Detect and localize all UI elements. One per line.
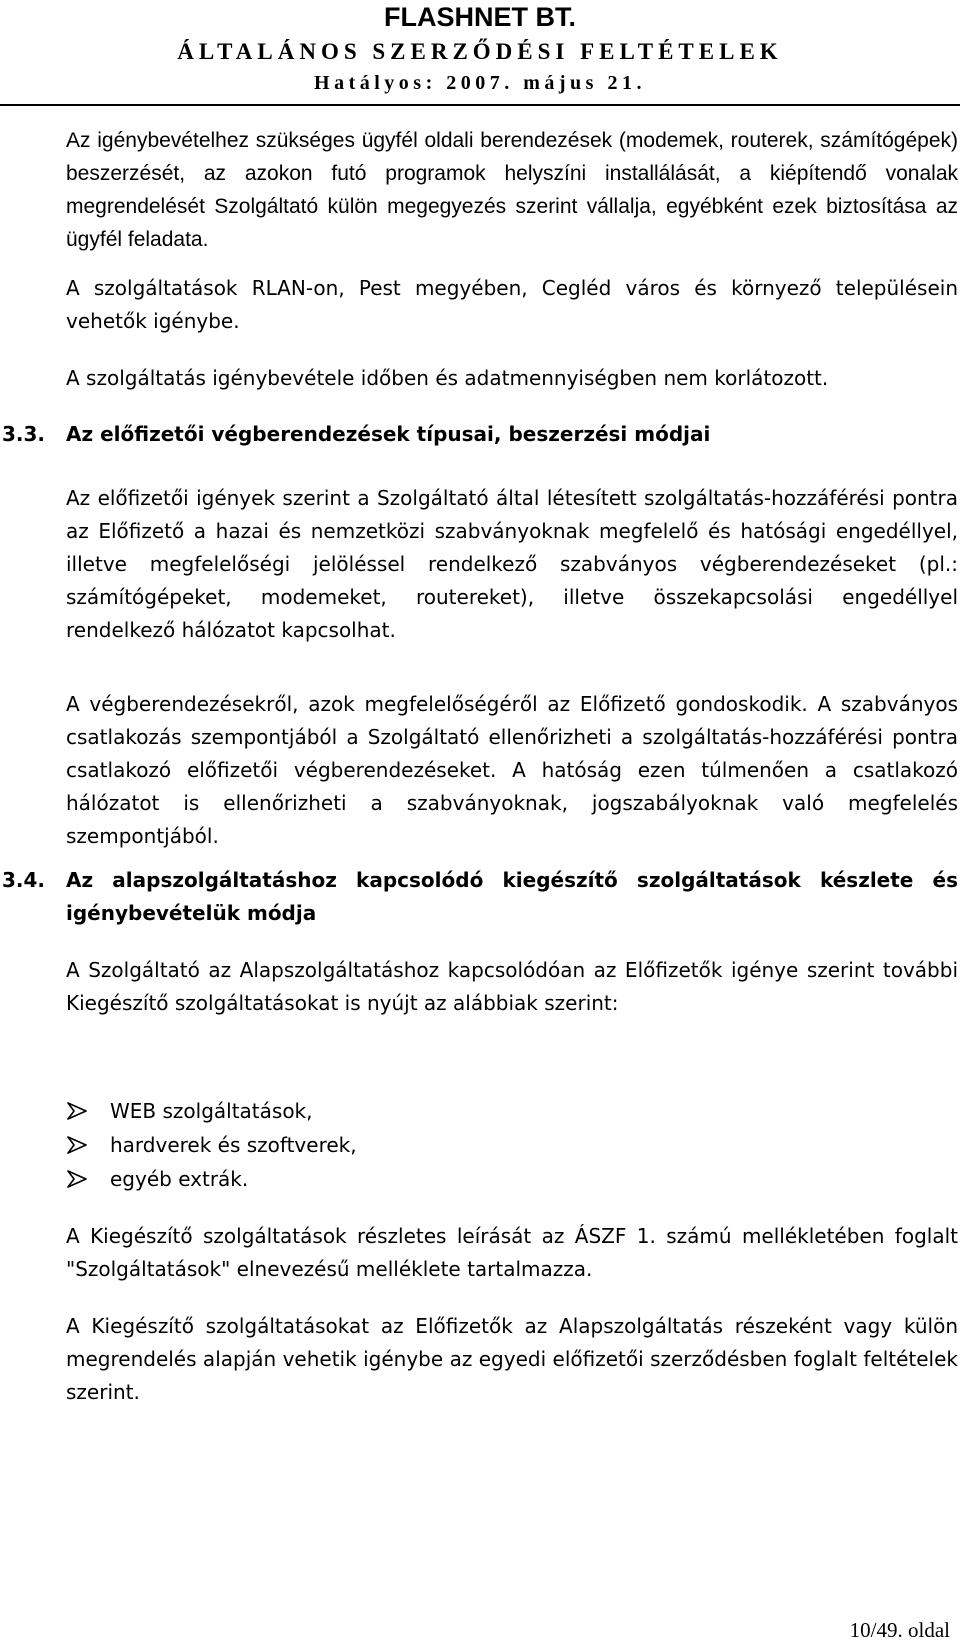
section-number-3-3: 3.3. — [2, 422, 46, 446]
list-item: WEB szolgáltatások, — [66, 1094, 357, 1128]
arrow-bullet-icon — [66, 1170, 88, 1188]
arrow-bullet-icon — [66, 1136, 88, 1154]
supplementary-services-list — [66, 1094, 357, 1196]
paragraph-supplementary-usage: A Kiegészítő szolgáltatásokat az Előfizetők az Alapszolgáltatás részeként vagy külön megrendelés alapján vehetik igénybe az egyedi előfizetői szerződésben foglalt feltételek szerint. — [66, 1314, 958, 1404]
paragraph-unlimited: A szolgáltatás igénybevétele időben és adatmennyiségben nem korlátozott. — [66, 366, 829, 390]
paragraph-supplementary-details: A Kiegészítő szolgáltatások részletes leírását az ÁSZF 1. számú mellékletében foglalt "Szolgáltatások" elnevezésű melléklete tartalmazza. — [66, 1224, 958, 1281]
paragraph-equipment: Az igénybevételhez szükséges ügyfél oldali berendezések (modemek, routerek, számítógépek) beszerzését, az azokon futó programok helyszíni installálását, a kiépítendő vonalak megrendelését Szolgáltató külön megegyezés szerint vállalja, egyébként ezek biztosítása az ügyfél feladata. — [66, 129, 958, 251]
effective-date: Hatályos: 2007. május 21. — [314, 72, 646, 94]
company-name: FLASHNET BT. — [384, 2, 576, 32]
list-item: egyéb extrák. — [66, 1162, 357, 1196]
paragraph-terminal-types: Az előfizetői igények szerint a Szolgáltató által létesített szolgáltatás-hozzáférési pontra az Előfizető a hazai és nemzetközi szabványoknak megfelelő és hatósági engedéllyel, illetve megfelelőségi jelöléssel rendelkező szabványos végberendezéseket (pl.: számítógépeket, modemeket, routereket), illetve összekapcsolási engedéllyel rendelkező hálózatot kapcsolhat. — [66, 486, 958, 642]
document-title: ÁLTALÁNOS SZERZŐDÉSI FELTÉTELEK — [177, 39, 783, 64]
paragraph-supplementary-intro: A Szolgáltató az Alapszolgáltatáshoz kapcsolódóan az Előfizetők igénye szerint további Kiegészítő szolgáltatásokat is nyújt az alábbiak szerint: — [66, 958, 958, 1015]
paragraph-coverage: A szolgáltatások RLAN-on, Pest megyében, Cegléd város és környező településein vehetők igénybe. — [66, 276, 958, 333]
page-number: 10/49. oldal — [849, 1618, 950, 1642]
section-title-3-4: Az alapszolgáltatáshoz kapcsolódó kiegészítő szolgáltatások készlete és igénybevételük módja — [66, 868, 958, 925]
arrow-bullet-icon — [66, 1102, 88, 1120]
paragraph-terminal-compliance: A végberendezésekről, azok megfelelőségéről az Előfizető gondoskodik. A szabványos csatlakozás szempontjából a Szolgáltató ellenőrizheti a szolgáltatás-hozzáférési pontra csatlakozó előfizetői végberendezéseket. A hatóság ezen túlmenően a csatlakozó hálózatot is ellenőrizheti a szabványoknak, jogszabályoknak való megfelelés szempontjából. — [66, 692, 958, 848]
section-title-3-3-text: Az előfizetői végberendezések típusai, beszerzési módjai — [66, 422, 711, 446]
list-item: hardverek és szoftverek, — [66, 1128, 357, 1162]
header-divider — [0, 104, 960, 106]
section-number-3-4: 3.4. — [2, 868, 46, 892]
